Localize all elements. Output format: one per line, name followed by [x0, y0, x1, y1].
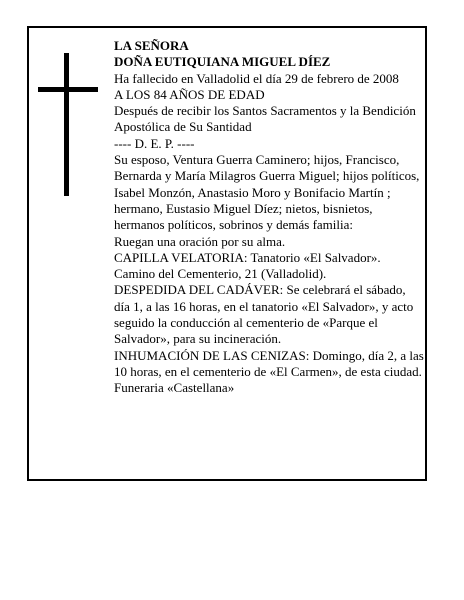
- deceased-name: DOÑA EUTIQUIANA MIGUEL DÍEZ: [114, 54, 331, 70]
- age-line: A LOS 84 AÑOS DE EDAD: [114, 86, 265, 102]
- farewell-text: DESPEDIDA DEL CADÁVER: Se celebrará el sábado, día 1, a las 16 horas, en el tanatorio «El Salvador», y acto seguido la conducción al cementerio de «Parque el Salvador», para su incineración.: [114, 282, 414, 347]
- prayer-text: Ruegan una oración por su alma.: [114, 233, 286, 249]
- rip-line: ---- D. E. P. ----: [114, 135, 195, 151]
- funeral-home: Funeraria «Castellana»: [114, 380, 235, 396]
- family-text: Su esposo, Ventura Guerra Caminero; hijos, Francisco, Bernarda y María Milagros Guerra Miguel; hijos políticos, Isabel Monzón, Anastasio Moro y Bonifacio Martín ; hermano, Eustasio Miguel Díez; nietos, bisnietos, hermanos políticos, sobrinos y demás familia:: [114, 152, 420, 233]
- ashes-text: INHUMACIÓN DE LAS CENIZAS: Domingo, día 2, a las 10 horas, en el cementerio de «El Carmen», de esta ciudad.: [114, 347, 424, 379]
- cross-icon: [38, 53, 98, 196]
- chapel-text: CAPILLA VELATORIA: Tanatorio «El Salvador». Camino del Cementerio, 21 (Valladolid).: [114, 249, 381, 282]
- obituary-text: [114, 38, 424, 397]
- sacraments-text: Después de recibir los Santos Sacramentos y la Bendición Apostólica de Su Santidad: [114, 103, 416, 135]
- death-line: Ha fallecido en Valladolid el día 29 de febrero de 2008: [114, 70, 399, 86]
- notice-title: LA SEÑORA: [114, 38, 189, 53]
